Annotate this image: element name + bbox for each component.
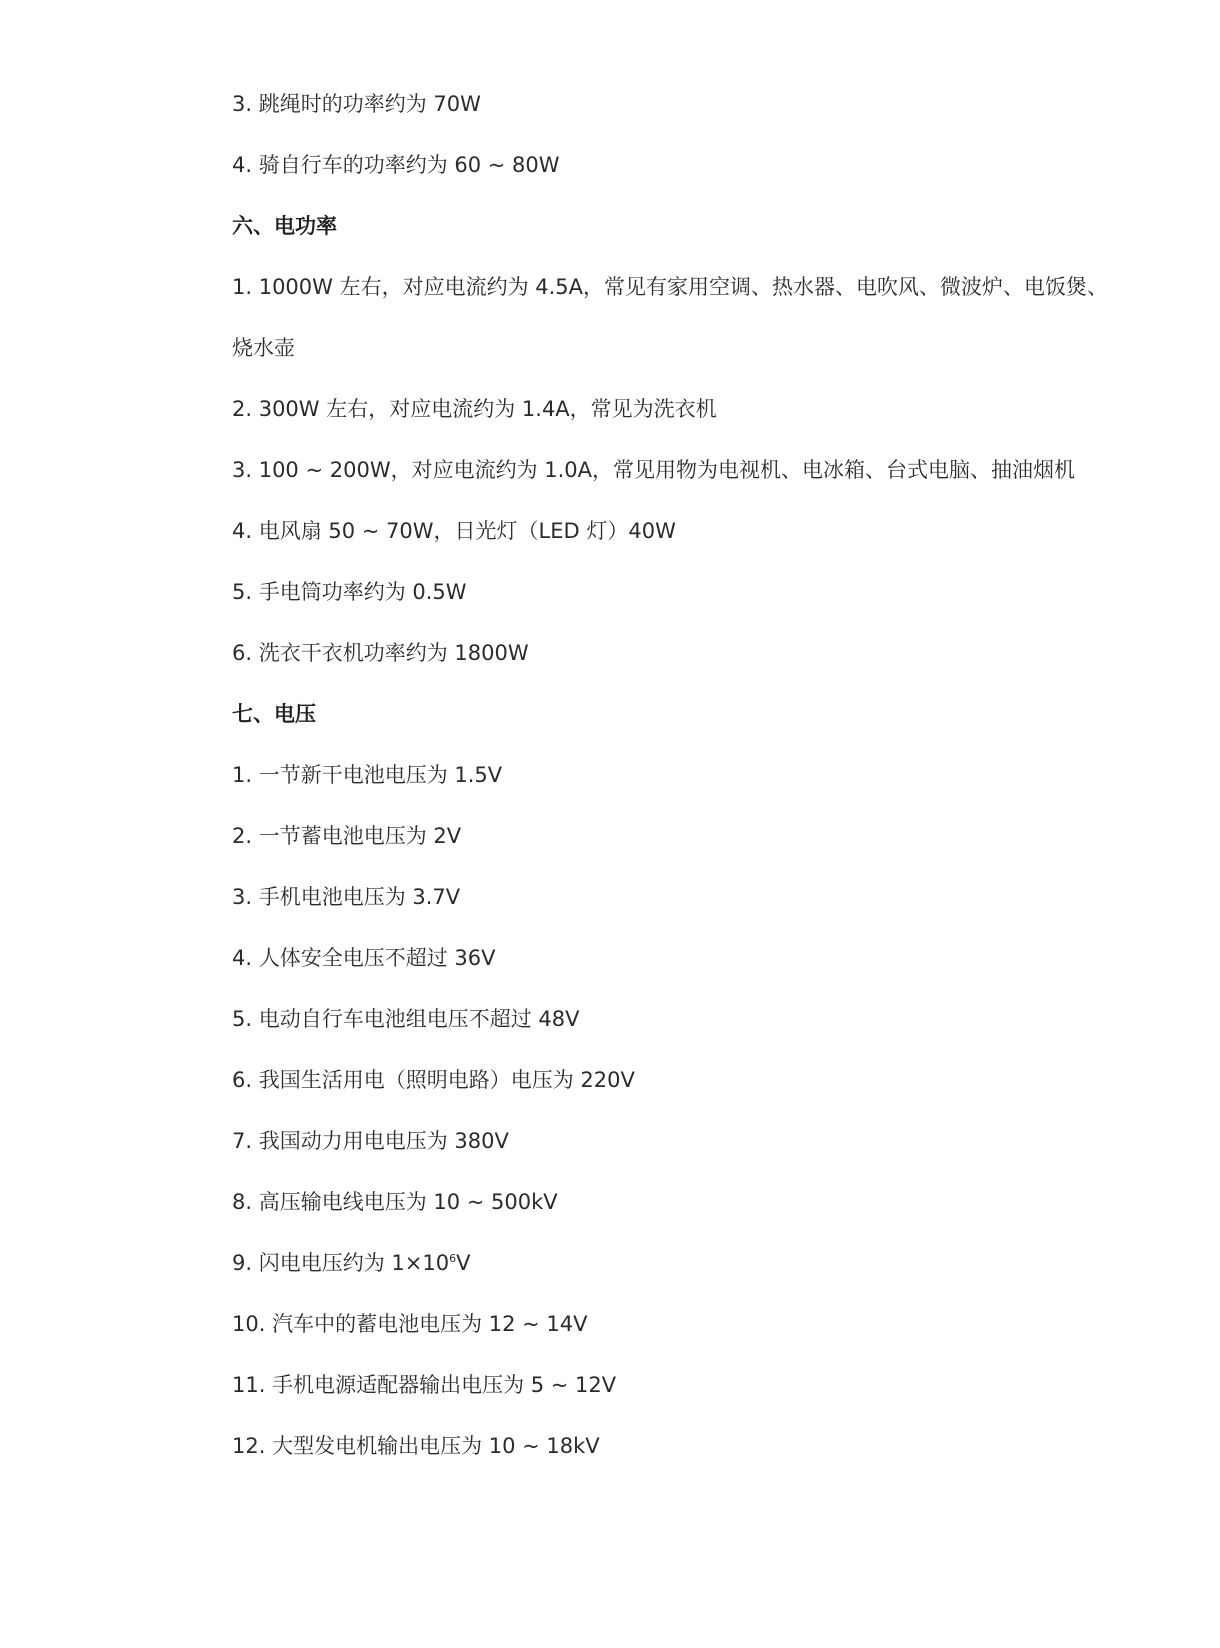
text-line: 10. 汽车中的蓄电池电压为 12 ~ 14V <box>232 1312 588 1336</box>
text-line: 7. 我国动力用电电压为 380V <box>232 1129 509 1153</box>
text-line: 2. 300W 左右，对应电流约为 1.4A，常见为洗衣机 <box>232 397 717 421</box>
lightning-prefix: 9. 闪电电压约为 1×10 <box>232 1251 450 1275</box>
text-line: 6. 我国生活用电（照明电路）电压为 220V <box>232 1068 635 1092</box>
text-line: 4. 人体安全电压不超过 36V <box>232 946 496 970</box>
text-line: 烧水壶 <box>232 336 295 360</box>
text-line: 2. 一节蓄电池电压为 2V <box>232 824 462 848</box>
lightning-suffix: V <box>456 1251 471 1275</box>
text-line: 6. 洗衣干衣机功率约为 1800W <box>232 641 529 665</box>
section-heading: 六、电功率 <box>232 214 337 238</box>
text-line: 5. 电动自行车电池组电压不超过 48V <box>232 1007 580 1031</box>
text-line: 12. 大型发电机输出电压为 10 ~ 18kV <box>232 1434 600 1458</box>
text-line-lightning <box>232 1247 1132 1279</box>
text-line: 4. 骑自行车的功率约为 60 ~ 80W <box>232 153 560 177</box>
section-heading: 七、电压 <box>232 702 316 726</box>
text-line: 5. 手电筒功率约为 0.5W <box>232 580 467 604</box>
text-line: 1. 一节新干电池电压为 1.5V <box>232 763 503 787</box>
text-line: 11. 手机电源适配器输出电压为 5 ~ 12V <box>232 1373 617 1397</box>
text-line: 3. 100 ~ 200W，对应电流约为 1.0A，常见用物为电视机、电冰箱、台式电脑、抽油烟机 <box>232 458 1076 482</box>
text-line: 3. 跳绳时的功率约为 70W <box>232 92 481 116</box>
text-line: 4. 电风扇 50 ~ 70W，日光灯（LED 灯）40W <box>232 519 676 543</box>
text-line: 3. 手机电池电压为 3.7V <box>232 885 461 909</box>
exponent: 6 <box>449 1252 457 1265</box>
text-line: 8. 高压输电线电压为 10 ~ 500kV <box>232 1190 558 1214</box>
text-line: 1. 1000W 左右，对应电流约为 4.5A，常见有家用空调、热水器、电吹风、微波炉、电饭煲、 <box>232 275 1109 299</box>
